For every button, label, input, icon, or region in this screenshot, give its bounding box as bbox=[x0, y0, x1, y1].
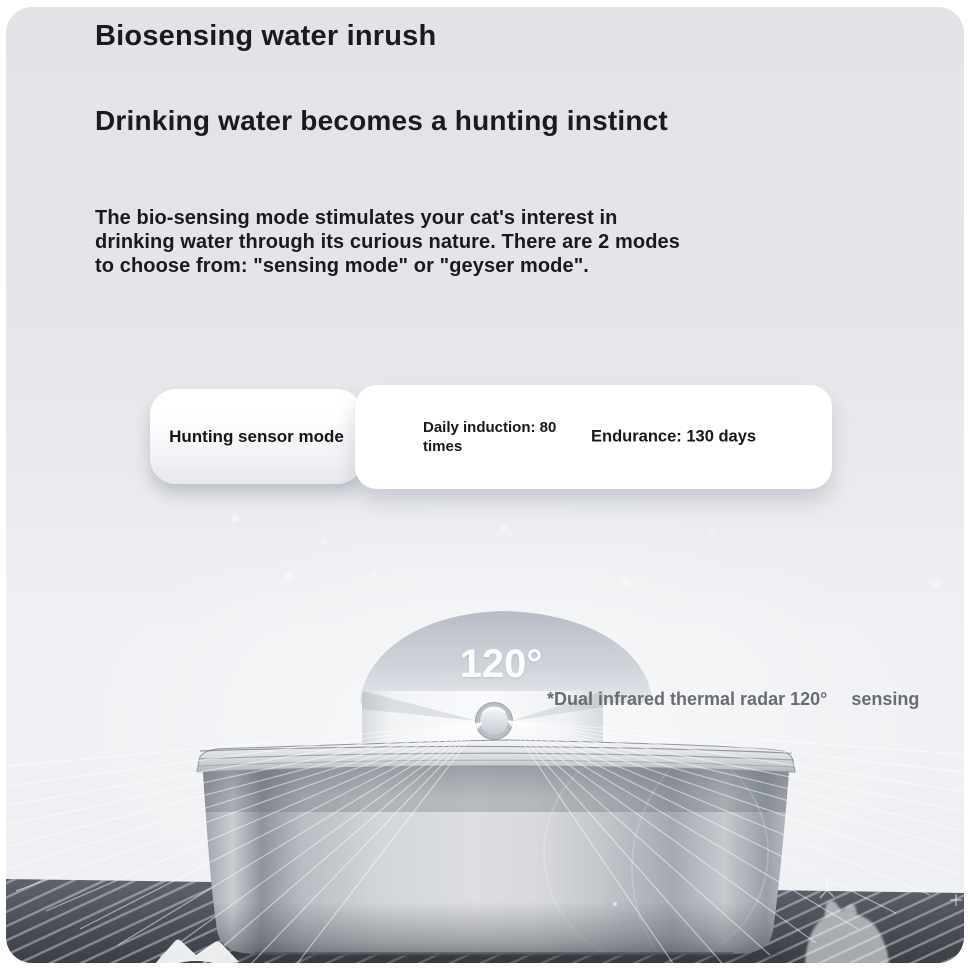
sensor-lens bbox=[476, 703, 513, 740]
mode-badge bbox=[150, 389, 363, 484]
radar-footnote-main: *Dual infrared thermal radar 120° bbox=[547, 689, 828, 709]
intro-line: to choose from: "sensing mode" or "geyser mode". bbox=[95, 255, 589, 277]
stat-endurance: Endurance: 130 days bbox=[591, 427, 757, 446]
page-subtitle: Drinking water becomes a hunting instinct bbox=[95, 105, 668, 136]
intro-line: The bio-sensing mode stimulates your cat's interest in bbox=[95, 207, 618, 229]
radar-footnote bbox=[547, 689, 919, 710]
intro-line: drinking water through its curious nature. There are 2 modes bbox=[95, 231, 681, 253]
mode-stats-card bbox=[355, 385, 832, 489]
stat-daily-induction: Daily induction: 80 times bbox=[423, 419, 557, 455]
page-title: Biosensing water inrush bbox=[95, 20, 437, 52]
mode-badge-label: Hunting sensor mode bbox=[169, 426, 344, 446]
intro-paragraph bbox=[95, 206, 680, 278]
content-card bbox=[6, 7, 964, 963]
radar-footnote-tail: sensing bbox=[851, 689, 920, 709]
sensing-angle-label: 120° bbox=[459, 642, 543, 686]
